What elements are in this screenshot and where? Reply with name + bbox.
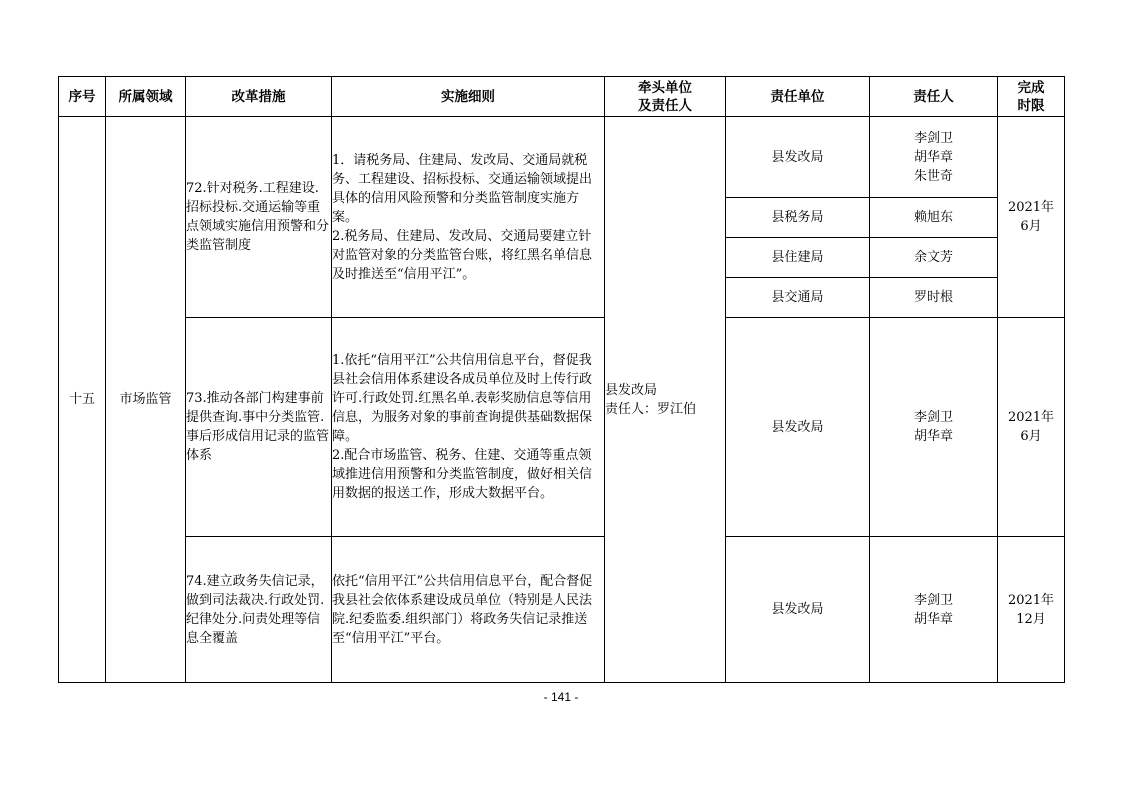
header-person: 责任人 — [870, 77, 998, 117]
person-72-1: 李剑卫 胡华章 朱世奇 — [870, 117, 998, 198]
detail-73: 1.依托“信用平江”公共信用信息平台，督促我县社会信用体系建设各成员单位及时上传行政许可.行政处罚.红黑名单.表彰奖励信息等信用信息，为服务对象的事前查询提供基础数据保障。 2.配合市场监管、税务、住建、交通等重点领域推进信用预警和分类监管制度，做好相关信用数据的报送工作，形成大数据平台。 — [332, 318, 605, 537]
person-72-4: 罗时根 — [870, 278, 998, 318]
lead-unit: 县发改局 责任人：罗江伯 — [605, 117, 726, 683]
header-detail: 实施细则 — [332, 77, 605, 117]
unit-72-2: 县税务局 — [726, 198, 870, 238]
table-row — [59, 117, 1065, 198]
section-number: 十五 — [59, 117, 106, 683]
header-deadline: 完成 时限 — [998, 77, 1065, 117]
person-72-3: 余文芳 — [870, 238, 998, 278]
header-row — [59, 77, 1065, 117]
measure-73: 73.推动各部门构建事前提供查询.事中分类监管.事后形成信用记录的监管体系 — [186, 318, 332, 537]
unit-73: 县发改局 — [726, 318, 870, 537]
table-row — [59, 537, 1065, 683]
detail-72: 1．请税务局、住建局、发改局、交通局就税务、工程建设、招标投标、交通运输领域提出具体的信用风险预警和分类监管制度实施方案。 2.税务局、住建局、发改局、交通局要建立针对监管对象的分类监管台账，将红黑名单信息及时推送至“信用平江”。 — [332, 117, 605, 318]
unit-72-4: 县交通局 — [726, 278, 870, 318]
unit-72-3: 县住建局 — [726, 238, 870, 278]
header-lead: 牵头单位 及责任人 — [605, 77, 726, 117]
header-measure: 改革措施 — [186, 77, 332, 117]
section-domain: 市场监管 — [106, 117, 186, 683]
measure-72: 72.针对税务.工程建设.招标投标.交通运输等重点领域实施信用预警和分类监管制度 — [186, 117, 332, 318]
deadline-74: 2021年 12月 — [998, 537, 1065, 683]
table-row — [59, 318, 1065, 537]
measure-74: 74.建立政务失信记录，做到司法裁决.行政处罚.纪律处分.问责处理等信息全覆盖 — [186, 537, 332, 683]
page-number: - 141 - — [543, 690, 579, 704]
person-74: 李剑卫 胡华章 — [870, 537, 998, 683]
unit-74: 县发改局 — [726, 537, 870, 683]
header-no: 序号 — [59, 77, 106, 117]
header-unit: 责任单位 — [726, 77, 870, 117]
reform-table — [58, 76, 1065, 683]
deadline-72: 2021年 6月 — [998, 117, 1065, 318]
person-73: 李剑卫 胡华章 — [870, 318, 998, 537]
deadline-73: 2021年 6月 — [998, 318, 1065, 537]
person-72-2: 赖旭东 — [870, 198, 998, 238]
header-domain: 所属领域 — [106, 77, 186, 117]
unit-72-1: 县发改局 — [726, 117, 870, 198]
detail-74: 依托“信用平江”公共信用信息平台，配合督促我县社会依体系建设成员单位（特别是人民法院.纪委监委.组织部门）将政务失信记录推送至“信用平江”平台。 — [332, 537, 605, 683]
